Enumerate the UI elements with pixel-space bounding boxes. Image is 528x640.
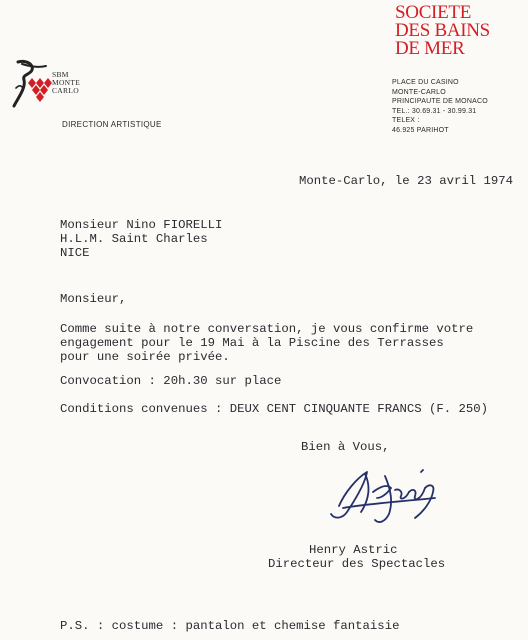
sbm-logo-icon — [8, 58, 58, 110]
closing: Bien à Vous, — [301, 440, 390, 454]
address-line: PRINCIPAUTE DE MONACO — [392, 98, 488, 105]
logo-text-line: SBM — [52, 70, 69, 79]
handwritten-signature-icon — [325, 462, 460, 532]
logo-text-line: CARLO — [52, 86, 79, 95]
paragraph-line: engagement pour le 19 Mai à la Piscine des Terrasses — [60, 336, 444, 350]
department-label: DIRECTION ARTISTIQUE — [62, 120, 162, 129]
address-line: PLACE DU CASINO — [392, 79, 459, 86]
salutation: Monsieur, — [60, 292, 127, 306]
paragraph-line: Comme suite à notre conversation, je vous confirme votre — [60, 322, 474, 336]
conditions-line: Conditions convenues : DEUX CENT CINQUANTE FRANCS (F. 250) — [60, 402, 489, 416]
company-name — [395, 4, 527, 58]
address-line: 46.925 PARIHOT — [392, 126, 449, 134]
logo-text-line: MONTE — [52, 78, 81, 87]
address-line: MONTE-CARLO — [392, 88, 446, 96]
address-line: TELEX : — [392, 117, 420, 124]
company-name-line: SOCIETE — [395, 2, 472, 23]
company-name-line: DES BAINS — [395, 20, 490, 41]
signer-title: Directeur des Spectacles — [268, 557, 446, 571]
postscript: P.S. : costume : pantalon et chemise fantaisie — [60, 619, 400, 633]
paragraph-line: pour une soirée privée. — [60, 350, 230, 364]
place-date: Monte-Carlo, le 23 avril 1974 — [299, 174, 514, 188]
company-name-line: DE MER — [395, 38, 465, 59]
recipient-name: Monsieur Nino FIORELLI — [60, 218, 223, 232]
signer-name: Henry Astric — [309, 543, 398, 557]
sbm-logo-text — [52, 71, 80, 95]
recipient-address: H.L.M. Saint Charles — [60, 232, 208, 246]
company-address — [392, 78, 526, 135]
convocation-line: Convocation : 20h.30 sur place — [60, 374, 282, 388]
recipient-city: NICE — [60, 246, 90, 260]
address-line: TEL.: 30.69.31 - 30.99.31 — [392, 107, 477, 115]
